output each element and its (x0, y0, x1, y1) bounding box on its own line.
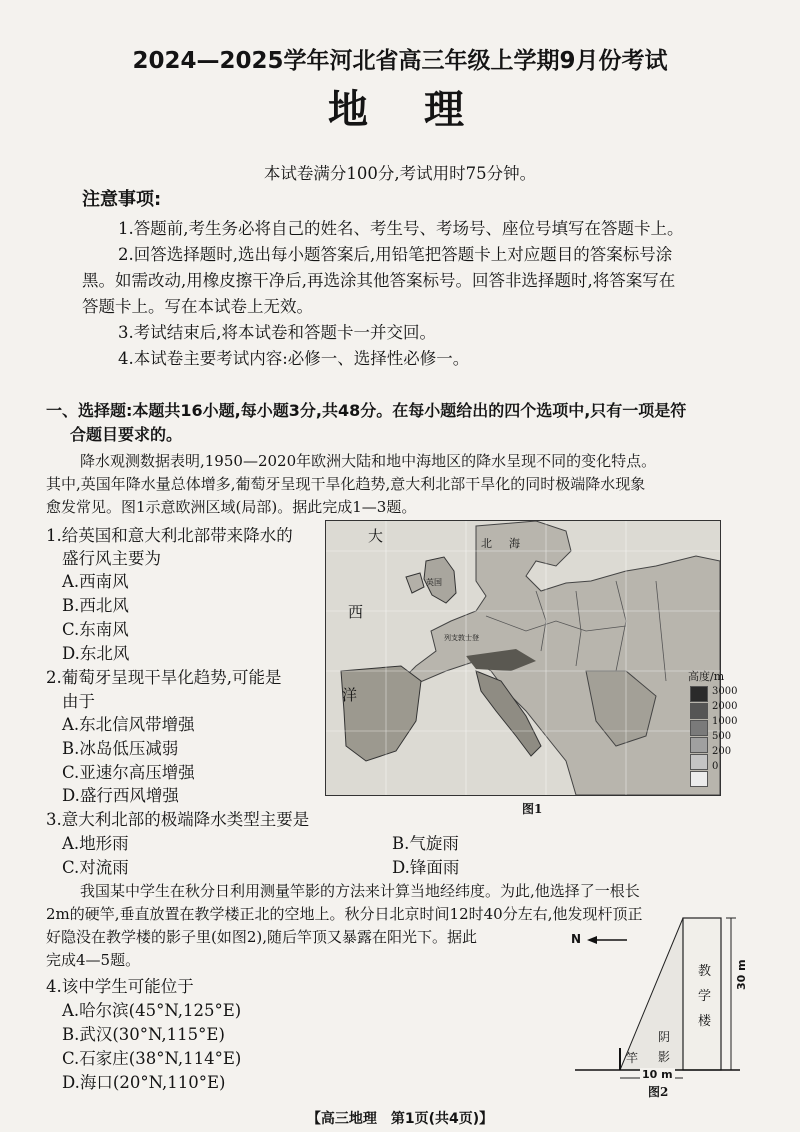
map-label-uk: 英国 (426, 578, 442, 587)
legend-swatch (690, 754, 708, 770)
option: B.冰岛低压减弱 (62, 739, 179, 758)
notice-item: 黑。如需改动,用橡皮擦干净后,再选涂其他答案标号。回答非选择题时,将答案写在 (82, 271, 676, 290)
shadow-label: 影 (658, 1050, 671, 1064)
legend-value: 2000 (712, 701, 738, 712)
question-stem-cont: 盛行风主要为 (62, 549, 161, 568)
shadow-label: 阴 (658, 1030, 671, 1044)
map-label-liechtenstein: 列支敦士登 (444, 634, 479, 642)
pole-label: 竿 (626, 1051, 639, 1065)
passage-line: 我国某中学生在秋分日利用测量竿影的方法来计算当地经纬度。为此,他选择了一根长 (80, 882, 640, 900)
option: B.武汉(30°N,115°E) (62, 1025, 225, 1044)
distance-label: 10 m (642, 1068, 673, 1081)
question-stem: 3.意大利北部的极端降水类型主要是 (46, 810, 310, 829)
question-stem: 1.给英国和意大利北部带来降水的 (46, 526, 293, 545)
passage-line: 好隐没在教学楼的影子里(如图2),随后竿顶又暴露在阳光下。据此 (46, 928, 478, 946)
option: B.西北风 (62, 596, 129, 615)
legend-value: 1000 (712, 716, 738, 727)
option: A.西南风 (62, 572, 129, 591)
section-heading: 一、选择题:本题共16小题,每小题3分,共48分。在每小题给出的四个选项中,只有一项是符 (46, 401, 687, 420)
notice-item: 4.本试卷主要考试内容:必修一、选择性必修一。 (118, 349, 470, 368)
question-stem-cont: 由于 (62, 692, 95, 711)
notice-item: 答题卡上。写在本试卷上无效。 (82, 297, 313, 316)
exam-title: 2024—2025学年河北省高三年级上学期9月份考试 (132, 48, 668, 74)
fig2-caption: 图2 (648, 1085, 669, 1099)
legend-value: 0 (712, 761, 719, 772)
map-graphic (326, 521, 720, 795)
legend-swatch (690, 703, 708, 719)
notice-heading: 注意事项: (82, 189, 162, 210)
notice-item: 2.回答选择题时,选出每小题答案后,用铅笔把答题卡上对应题目的答案标号涂 (118, 245, 673, 264)
building-label: 教 (698, 964, 712, 979)
option: B.气旋雨 (392, 834, 459, 853)
option: D.锋面雨 (392, 858, 460, 877)
building-label: 楼 (698, 1014, 712, 1029)
legend-swatch (690, 686, 708, 702)
section-heading-cont: 合题目要求的。 (70, 425, 183, 444)
map-label-da: 大 (368, 527, 384, 545)
building-label: 学 (698, 989, 712, 1004)
legend-value: 200 (712, 746, 732, 757)
option: A.哈尔滨(45°N,125°E) (62, 1001, 242, 1020)
option: A.东北信风带增强 (62, 715, 195, 734)
question-stem: 2.葡萄牙呈现干旱化趋势,可能是 (46, 668, 282, 687)
option: C.对流雨 (62, 858, 129, 877)
map-label-yang: 洋 (342, 686, 358, 704)
europe-map (325, 520, 721, 796)
option: A.地形雨 (62, 834, 129, 853)
passage-line: 其中,英国年降水量总体增多,葡萄牙呈现干旱化趋势,意大利北部干旱化的同时极端降水现象 (46, 475, 646, 493)
subject-title: 地 理 (328, 87, 472, 133)
map-label-hai: 海 (509, 537, 520, 550)
elevation-legend (690, 686, 738, 788)
score-info: 本试卷满分100分,考试用时75分钟。 (263, 164, 537, 183)
option: D.东北风 (62, 644, 130, 663)
option: C.亚速尔高压增强 (62, 763, 195, 782)
legend-swatch (690, 737, 708, 753)
height-label: 30 m (735, 959, 748, 990)
passage-line: 2m的硬竿,垂直放置在教学楼正北的空地上。秋分日北京时间12时40分左右,他发现杆顶正 (46, 905, 643, 923)
option: D.海口(20°N,110°E) (62, 1073, 226, 1092)
passage-line: 完成4—5题。 (46, 951, 141, 969)
map-caption: 图1 (522, 802, 543, 816)
legend-swatch (690, 720, 708, 736)
notice-item: 1.答题前,考生务必将自己的姓名、考生号、考场号、座位号填写在答题卡上。 (118, 219, 684, 238)
option: C.石家庄(38°N,114°E) (62, 1049, 242, 1068)
option: D.盛行西风增强 (62, 786, 179, 805)
map-label-xi: 西 (348, 603, 364, 621)
passage-line: 降水观测数据表明,1950—2020年欧洲大陆和地中海地区的降水呈现不同的变化特点。 (80, 452, 657, 470)
legend-value: 3000 (712, 686, 738, 697)
legend-value: 500 (712, 731, 732, 742)
legend-title: 高度/m (688, 670, 725, 683)
north-label: N (571, 932, 582, 946)
notice-item: 3.考试结束后,将本试卷和答题卡一并交回。 (118, 323, 436, 342)
page-footer: 【高三地理 第1页(共4页)】 (306, 1111, 494, 1127)
option: C.东南风 (62, 620, 129, 639)
legend-swatch (690, 771, 708, 787)
question-stem: 4.该中学生可能位于 (46, 977, 194, 996)
passage-line: 愈发常见。图1示意欧洲区域(局部)。据此完成1—3题。 (46, 498, 417, 516)
map-label-bei: 北 (481, 537, 492, 550)
